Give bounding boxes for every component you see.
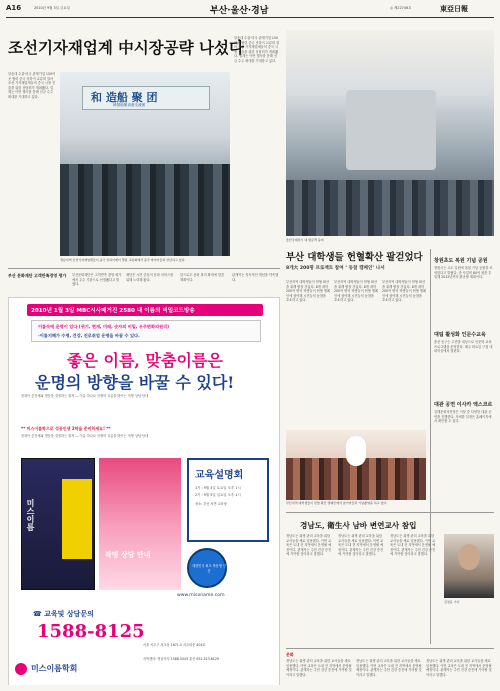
- fair-caption: 울산국제전시 내 방문객 붐비: [286, 238, 324, 242]
- culture-section: [286, 648, 494, 688]
- interview-body-1: 경남도는 위생 관리 교육을 위한 교사들을 새로 임용했다. 이번 교육은 도내 전 지역에서 운영될 예정이다. 관계자는 주민 건강 증진에 기여할 것이라고 말했다.: [286, 534, 332, 557]
- ad-red-line: ** 미스이름학으로 성공인생 2막을 준비하세요! **: [21, 426, 111, 431]
- side-headline-1: 창원초도 복원 기념 공원: [434, 258, 488, 264]
- strip-text-2: 재단은 시민 중심의 문화 서비스를 위해 노력해 왔다.: [126, 273, 174, 282]
- interview-rule: [286, 512, 494, 513]
- ad-book-title: 미스이름: [26, 499, 36, 531]
- ad-phone-bar: [9, 601, 279, 685]
- ad-big-line-2: 운명의 방향을 바꿀 수 있다!: [35, 373, 235, 392]
- culture-body-3: 경남도는 위생 관리 교육을 위한 교사들을 새로 임용했다. 이번 교육은 도내 전 지역에서 운영될 예정이다. 관계자는 주민 건강 증진에 기여할 것이라고 말했다.: [426, 659, 492, 677]
- side-body-2: 울산 동구는 주민을 대상으로 인문학 교육 프로그램을 운영한다. 매주 화요일 구청 대회의실에서 열린다.: [434, 340, 493, 354]
- ad-top-text: 2010년 1월 3일 MBC시사매거진 2580 내 이름의 비밀코드방송: [31, 308, 195, 314]
- masthead-rule: [6, 17, 494, 18]
- photo-people: [60, 164, 230, 256]
- hanbat-body-2: 부산지역 대학생들이 헌혈 확산을 위해 팔을 걷었다. 8개 대학 200여 명의 학생들이 헌혈 캠페인에 참여해 시민들의 동참을 호소하고 있다.: [334, 280, 378, 303]
- page-number: A16: [6, 4, 22, 12]
- lead-photo: [60, 72, 230, 256]
- ad-promo-image: [99, 458, 181, 590]
- side-body-3: 김해문화의전당은 이달 중 다양한 대관 공연을 진행한다. 자세한 일정은 홈페이지에서 확인할 수 있다.: [434, 410, 492, 424]
- strip-headline: 부산 문화재단 고객만족경영 평가: [8, 273, 67, 278]
- paper-name: 東亞日報: [440, 4, 468, 13]
- ad-web: www.misoname.com: [177, 593, 225, 598]
- fair-crowd: [286, 180, 494, 236]
- ad-lead-box: [31, 320, 261, 342]
- ad-edu-title: 교육설명회: [195, 470, 244, 481]
- strip-text-4: 관계자는 지속적인 개선을 약속했다.: [232, 273, 279, 282]
- hanbat-photo: [286, 430, 426, 500]
- side-body-1: 창원시는 초도 일원에 복원 기념 공원을 조성한다고 밝혔다. 총 사업비 80억 원을 투입해 2012년까지 완공할 계획이다.: [434, 266, 493, 280]
- ad-block: [8, 297, 280, 685]
- photo-banner-sub: 韩国船舶设备交流团: [113, 103, 146, 107]
- hanbat-subhead: 8개大 200명 프로젝트 참여 ‘ 동참 캠페인’ 나서: [286, 266, 385, 271]
- hanbat-mascot: [346, 436, 366, 466]
- ad-phone-label: ☎ 교육및 상담문의: [33, 610, 94, 618]
- strip-rule: [8, 268, 280, 269]
- ad-phone-number: 1588-8125: [37, 621, 145, 642]
- strip-text-3: 앞으로도 문화 복지 확대에 힘쓸 계획이다.: [180, 273, 225, 282]
- interview-body-3: 경남도는 위생 관리 교육을 위한 교사들을 새로 임용했다. 이번 교육은 도내 전 지역에서 운영될 예정이다. 관계자는 주민 건강 증진에 기여할 것이라고 말했다.: [390, 534, 436, 557]
- hanbat-photo-caption: 부산지역 대학생들이 헌혈 확산 캠페인에서 참가자들과 기념촬영을 하고 있다.: [286, 501, 388, 505]
- section-title: 부산·울산·경남: [210, 6, 269, 16]
- side-headline-2: 대팀 활성화 인문수교육: [434, 332, 486, 338]
- interview-headline: 경남도, 衛生사 남바 변연교사 참입: [300, 521, 417, 530]
- lead-body-col1: 알송대 수출·미국 관계기업 150여곳 협력 중국 상하이 교류회 열어 조선 기자재업체들의 중국 시장 진출을 위한 상담회가 개최됐다. 업계는 이번 행사를 통해 신규 수주 확대를 기대하고 있다.: [8, 72, 56, 99]
- ad-stamp-text: 대한민국 최초 학문명 인증: [192, 564, 226, 573]
- date-line: 2010년 9월 3일 금요일: [34, 6, 70, 10]
- ad-contact: 서울 서초구 서초동 1671-5 서초타운 404호: [143, 643, 206, 647]
- ad-logo: [15, 663, 27, 675]
- ad-logo-text: 미스이름학회: [31, 663, 78, 673]
- lead-caption: 경남지역 조선기자재업체들이 중국 상하이에서 열린 교류회에서 중국 바이어들과 상담하고 있다.: [60, 258, 186, 262]
- ad-top-banner: [27, 304, 263, 316]
- ad-promo-text: 작명 상담 안내: [105, 550, 151, 559]
- interview-caption: 김정용 기자: [444, 600, 460, 604]
- photo-banner: [82, 86, 210, 110]
- side-headline-3: 대관 공연 이사카 엑스코르: [434, 402, 493, 408]
- interview-portrait: [444, 534, 494, 598]
- photo-banner-text: 和 造船 聚 团: [91, 91, 158, 104]
- culture-body-2: 경남도는 위생 관리 교육을 위한 교사들을 새로 임용했다. 이번 교육은 도내 전 지역에서 운영될 예정이다. 관계자는 주민 건강 증진에 기여할 것이라고 말했다.: [356, 659, 422, 677]
- interview-body-2: 경남도는 위생 관리 교육을 위한 교사들을 새로 임용했다. 이번 교육은 도내 전 지역에서 운영될 예정이다. 관계자는 주민 건강 증진에 기여할 것이라고 말했다.: [338, 534, 384, 557]
- hanbat-body-1: 부산지역 대학생들이 헌혈 확산을 위해 팔을 걷었다. 8개 대학 200여 명의 학생들이 헌혈 캠페인에 참여해 시민들의 동참을 호소하고 있다.: [286, 280, 330, 303]
- fair-exhibit: [346, 90, 436, 170]
- ad-book-band: [62, 479, 92, 559]
- ad-stamp: [187, 548, 227, 588]
- ad-box-title: 이름속에 운명이 있다 (귀기, 현재, 미래, 숫자의 비밀, 우주변화의원리): [38, 324, 170, 329]
- ad-note: 천복이 중간계와 명운을 결정하는 원칙 — 이름 하나로 인생의 흐름을 바꾸는 작명 상담 안내: [21, 394, 149, 398]
- portrait-head: [458, 544, 480, 570]
- culture-tag: 문화: [286, 652, 294, 657]
- strip-text-1: 부산문화재단은 고객만족 경영 평가에서 우수 기관으로 선정됐다고 밝혔다.: [72, 273, 122, 287]
- ad-edu-line-1: 1기 : 9월 4일 토요일 오후 1시: [195, 486, 241, 490]
- masthead: [0, 0, 500, 20]
- issue-number: ◎ 제22746호: [390, 6, 412, 10]
- ad-branch: 지역센터: 영남지사 1588-5045 울산 052-523-8129: [143, 657, 219, 661]
- ad-edu-note: 장소: 부산 서면 교육장: [195, 502, 227, 506]
- lead-body-col3: 알송대 수출·미국 관계기업 150여곳 협력 중국 상하이 교류회 열어 조선 기자재업체들의 중국 시장 진출을 위한 상담회가 개최됐다. 업계는 이번 행사를 통해 신규 수주 확대를 기대하고 있다.: [234, 36, 280, 63]
- ad-note-2: 천복이 중간계와 명운을 결정하는 원칙 — 이름 하나로 인생의 흐름을 바꾸는 작명 상담 안내: [21, 434, 149, 438]
- fair-photo: [286, 30, 494, 236]
- ad-box-sub: -이름지혜가 수명, 건강, 진로취업 운명을 바꿀 수 있다.: [38, 333, 140, 338]
- ad-edu-line-2: 2기 : 9월 5일 일요일 오후 1시: [195, 493, 241, 497]
- lead-headline: 조선기자재업계 中시장공략 나섰다: [8, 38, 244, 57]
- culture-body-1: 경남도는 위생 관리 교육을 위한 교사들을 새로 임용했다. 이번 교육은 도내 전 지역에서 운영될 예정이다. 관계자는 주민 건강 증진에 기여할 것이라고 말했다.: [286, 659, 352, 677]
- ad-book-cover: [21, 458, 95, 590]
- hanbat-body-3: 부산지역 대학생들이 헌혈 확산을 위해 팔을 걷었다. 8개 대학 200여 명의 학생들이 헌혈 캠페인에 참여해 시민들의 동참을 호소하고 있다.: [382, 280, 426, 303]
- ad-big-line-1: 좋은 이름, 맞춤이름은: [67, 351, 223, 370]
- hanbat-headline: 부산 대학생들 헌혈확산 팔걷었다: [286, 252, 423, 263]
- ad-education-box: [187, 458, 269, 542]
